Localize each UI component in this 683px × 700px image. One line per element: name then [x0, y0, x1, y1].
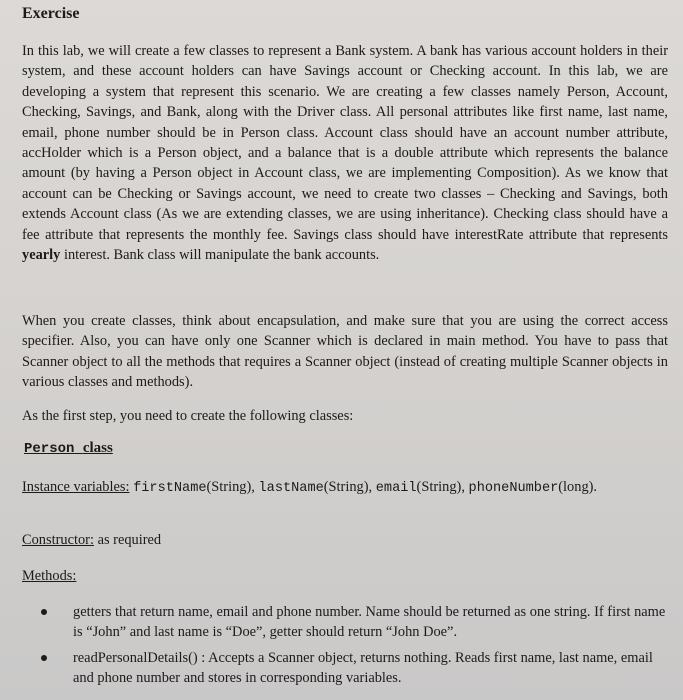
person-heading-mono: Person [24, 441, 75, 457]
first-step-paragraph: As the first step, you need to create the following classes: [22, 408, 354, 424]
bullet-icon [41, 609, 47, 615]
person-heading-rest: class [82, 440, 113, 456]
var-name: lastName [258, 481, 324, 496]
methods-list [40, 602, 670, 694]
page-title: Exercise [22, 5, 80, 22]
var-name: email [375, 481, 417, 496]
method-text: readPersonalDetails() : Accepts a Scanner object, returns nothing. Reads first name, last name, email and phone number and stores in corresponding variables. [73, 649, 653, 687]
instance-variables [22, 477, 672, 499]
intro-text-end: interest. Bank class will manipulate the bank accounts. [63, 247, 380, 264]
instance-variables-label: Instance variables: [22, 479, 130, 495]
list-item [40, 602, 670, 643]
var-name: firstName [133, 481, 207, 496]
constructor-value: as required [97, 532, 162, 548]
method-text: getters that return name, email and phone number. Name should be returned as one string. If first name is “John” and last name is “Doe”, getter should return “John Doe”. [73, 604, 666, 641]
encapsulation-paragraph: When you create classes, think about encapsulation, and make sure that you are using the correct access specifier. Also, you can have only one Scanner which is declared in main method. You have to pass that Scanner object to all the methods that requires a Scanner object (instead of creating multiple Scanner objects in various classes and methods). [22, 313, 668, 391]
var-type: (long). [558, 479, 598, 495]
intro-text: In this lab, we will create a few classes to represent a Bank system. A bank has various account holders in their system, and these account holders can have Savings account or Checking account. In this lab, we are developing a system that represent this scenario. We are creating a few classes namely Person, Account, Checking, Savings, and Bank, along with the Driver class. All personal attributes like first name, last name, email, phone number should be in Person class. Account class should have an account number attribute, accHolder which is a Person object, and a balance that is a double attribute which represents the balance amount (by having a Person object in Account class, we are implementing Composition). As we know that account can be Checking or Savings account, we need to create two classes – Checking and Savings, both extends Account class (As we are extending classes, we are using inheritance). Checking class should have a fee attribute that represents the monthly fee. Savings class should have interestRate attribute that represents [22, 43, 668, 243]
constructor-line [22, 532, 161, 549]
bullet-icon [41, 655, 47, 661]
person-class-heading [24, 440, 113, 457]
var-type: (String), [416, 479, 465, 495]
var-type: (String), [206, 479, 255, 495]
var-type: (String), [323, 479, 373, 495]
list-item [40, 648, 670, 689]
var-name: phoneNumber [468, 481, 559, 496]
intro-paragraph [22, 41, 668, 265]
intro-bold-word: yearly [22, 247, 61, 264]
constructor-label: Constructor: [22, 532, 94, 548]
methods-label: Methods: [22, 568, 77, 584]
